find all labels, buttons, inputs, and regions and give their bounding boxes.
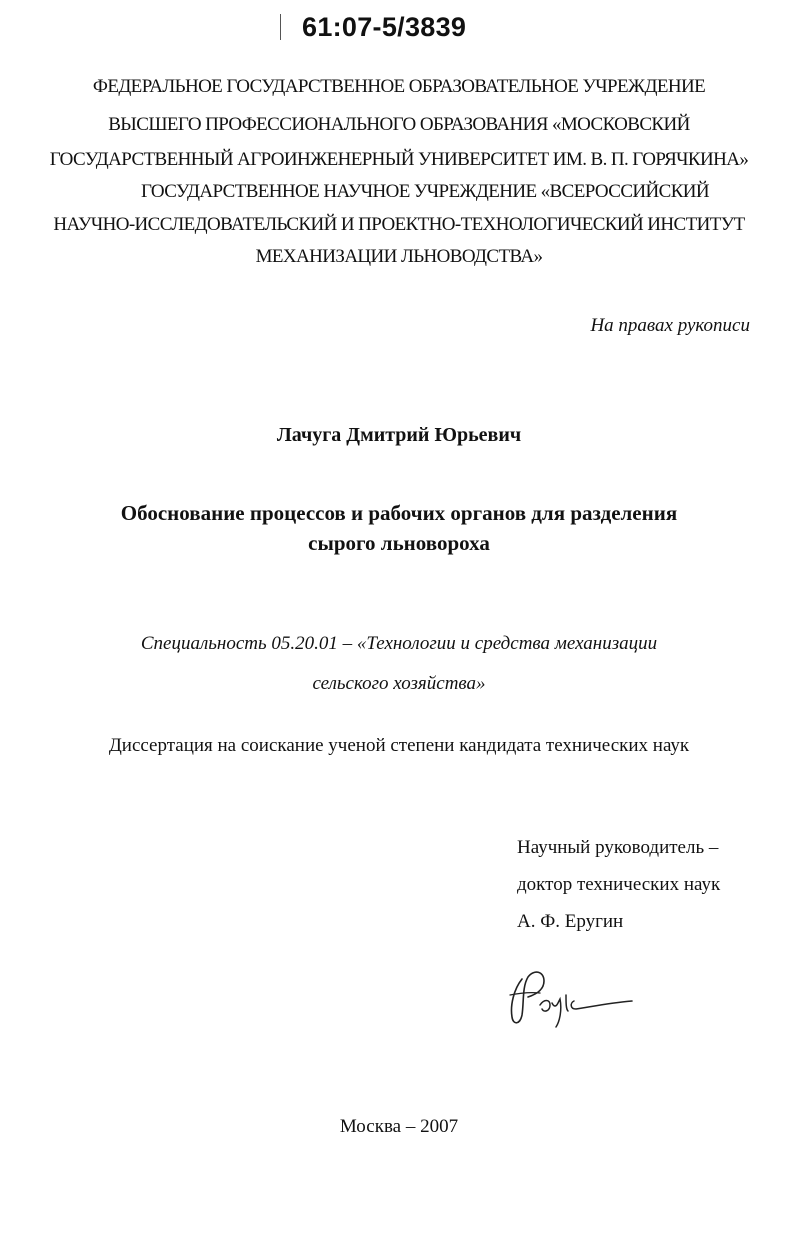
degree-statement: Диссертация на соискание ученой степени кандидата технических наук <box>108 735 690 756</box>
city-year: Москва – 2007 <box>339 1116 459 1137</box>
specialty-line-1: Специальность 05.20.01 – «Технологии и средства механизации <box>140 633 658 654</box>
institution-line-4: ГОСУДАРСТВЕННОЕ НАУЧНОЕ УЧРЕЖДЕНИЕ «ВСЕРОССИЙСКИЙ <box>140 181 710 202</box>
supervisor-title: доктор технических наук <box>517 874 721 895</box>
institution-line-5: НАУЧНО-ИССЛЕДОВАТЕЛЬСКИЙ И ПРОЕКТНО-ТЕХНОЛОГИЧЕСКИЙ ИНСТИТУТ <box>53 214 745 235</box>
institution-line-3: ГОСУДАРСТВЕННЫЙ АГРОИНЖЕНЕРНЫЙ УНИВЕРСИТЕТ ИМ. В. П. ГОРЯЧКИНА» <box>49 149 749 170</box>
registration-code: 61:07-5/3839 <box>302 12 467 42</box>
institution-line-2: ВЫСШЕГО ПРОФЕССИОНАЛЬНОГО ОБРАЗОВАНИЯ «МОСКОВСКИЙ <box>108 114 690 135</box>
margin-mark <box>280 14 281 40</box>
specialty-line-2: сельского хозяйства» <box>312 673 486 694</box>
title-line-1: Обоснование процессов и рабочих органов для разделения <box>120 501 678 525</box>
supervisor-name: А. Ф. Еругин <box>517 911 624 932</box>
institution-line-6: МЕХАНИЗАЦИИ ЛЬНОВОДСТВА» <box>255 246 543 267</box>
author-name: Лачуга Дмитрий Юрьевич <box>276 424 522 446</box>
title-line-2: сырого льновороха <box>308 531 490 555</box>
supervisor-role: Научный руководитель – <box>517 837 719 858</box>
institution-line-1: ФЕДЕРАЛЬНОЕ ГОСУДАРСТВЕННОЕ ОБРАЗОВАТЕЛЬНОЕ УЧРЕЖДЕНИЕ <box>92 76 706 97</box>
specialty <box>0 624 798 704</box>
dissertation-title <box>0 498 798 558</box>
manuscript-rights: На правах рукописи <box>590 315 750 336</box>
supervisor-block <box>517 829 720 940</box>
signature <box>500 965 640 1035</box>
